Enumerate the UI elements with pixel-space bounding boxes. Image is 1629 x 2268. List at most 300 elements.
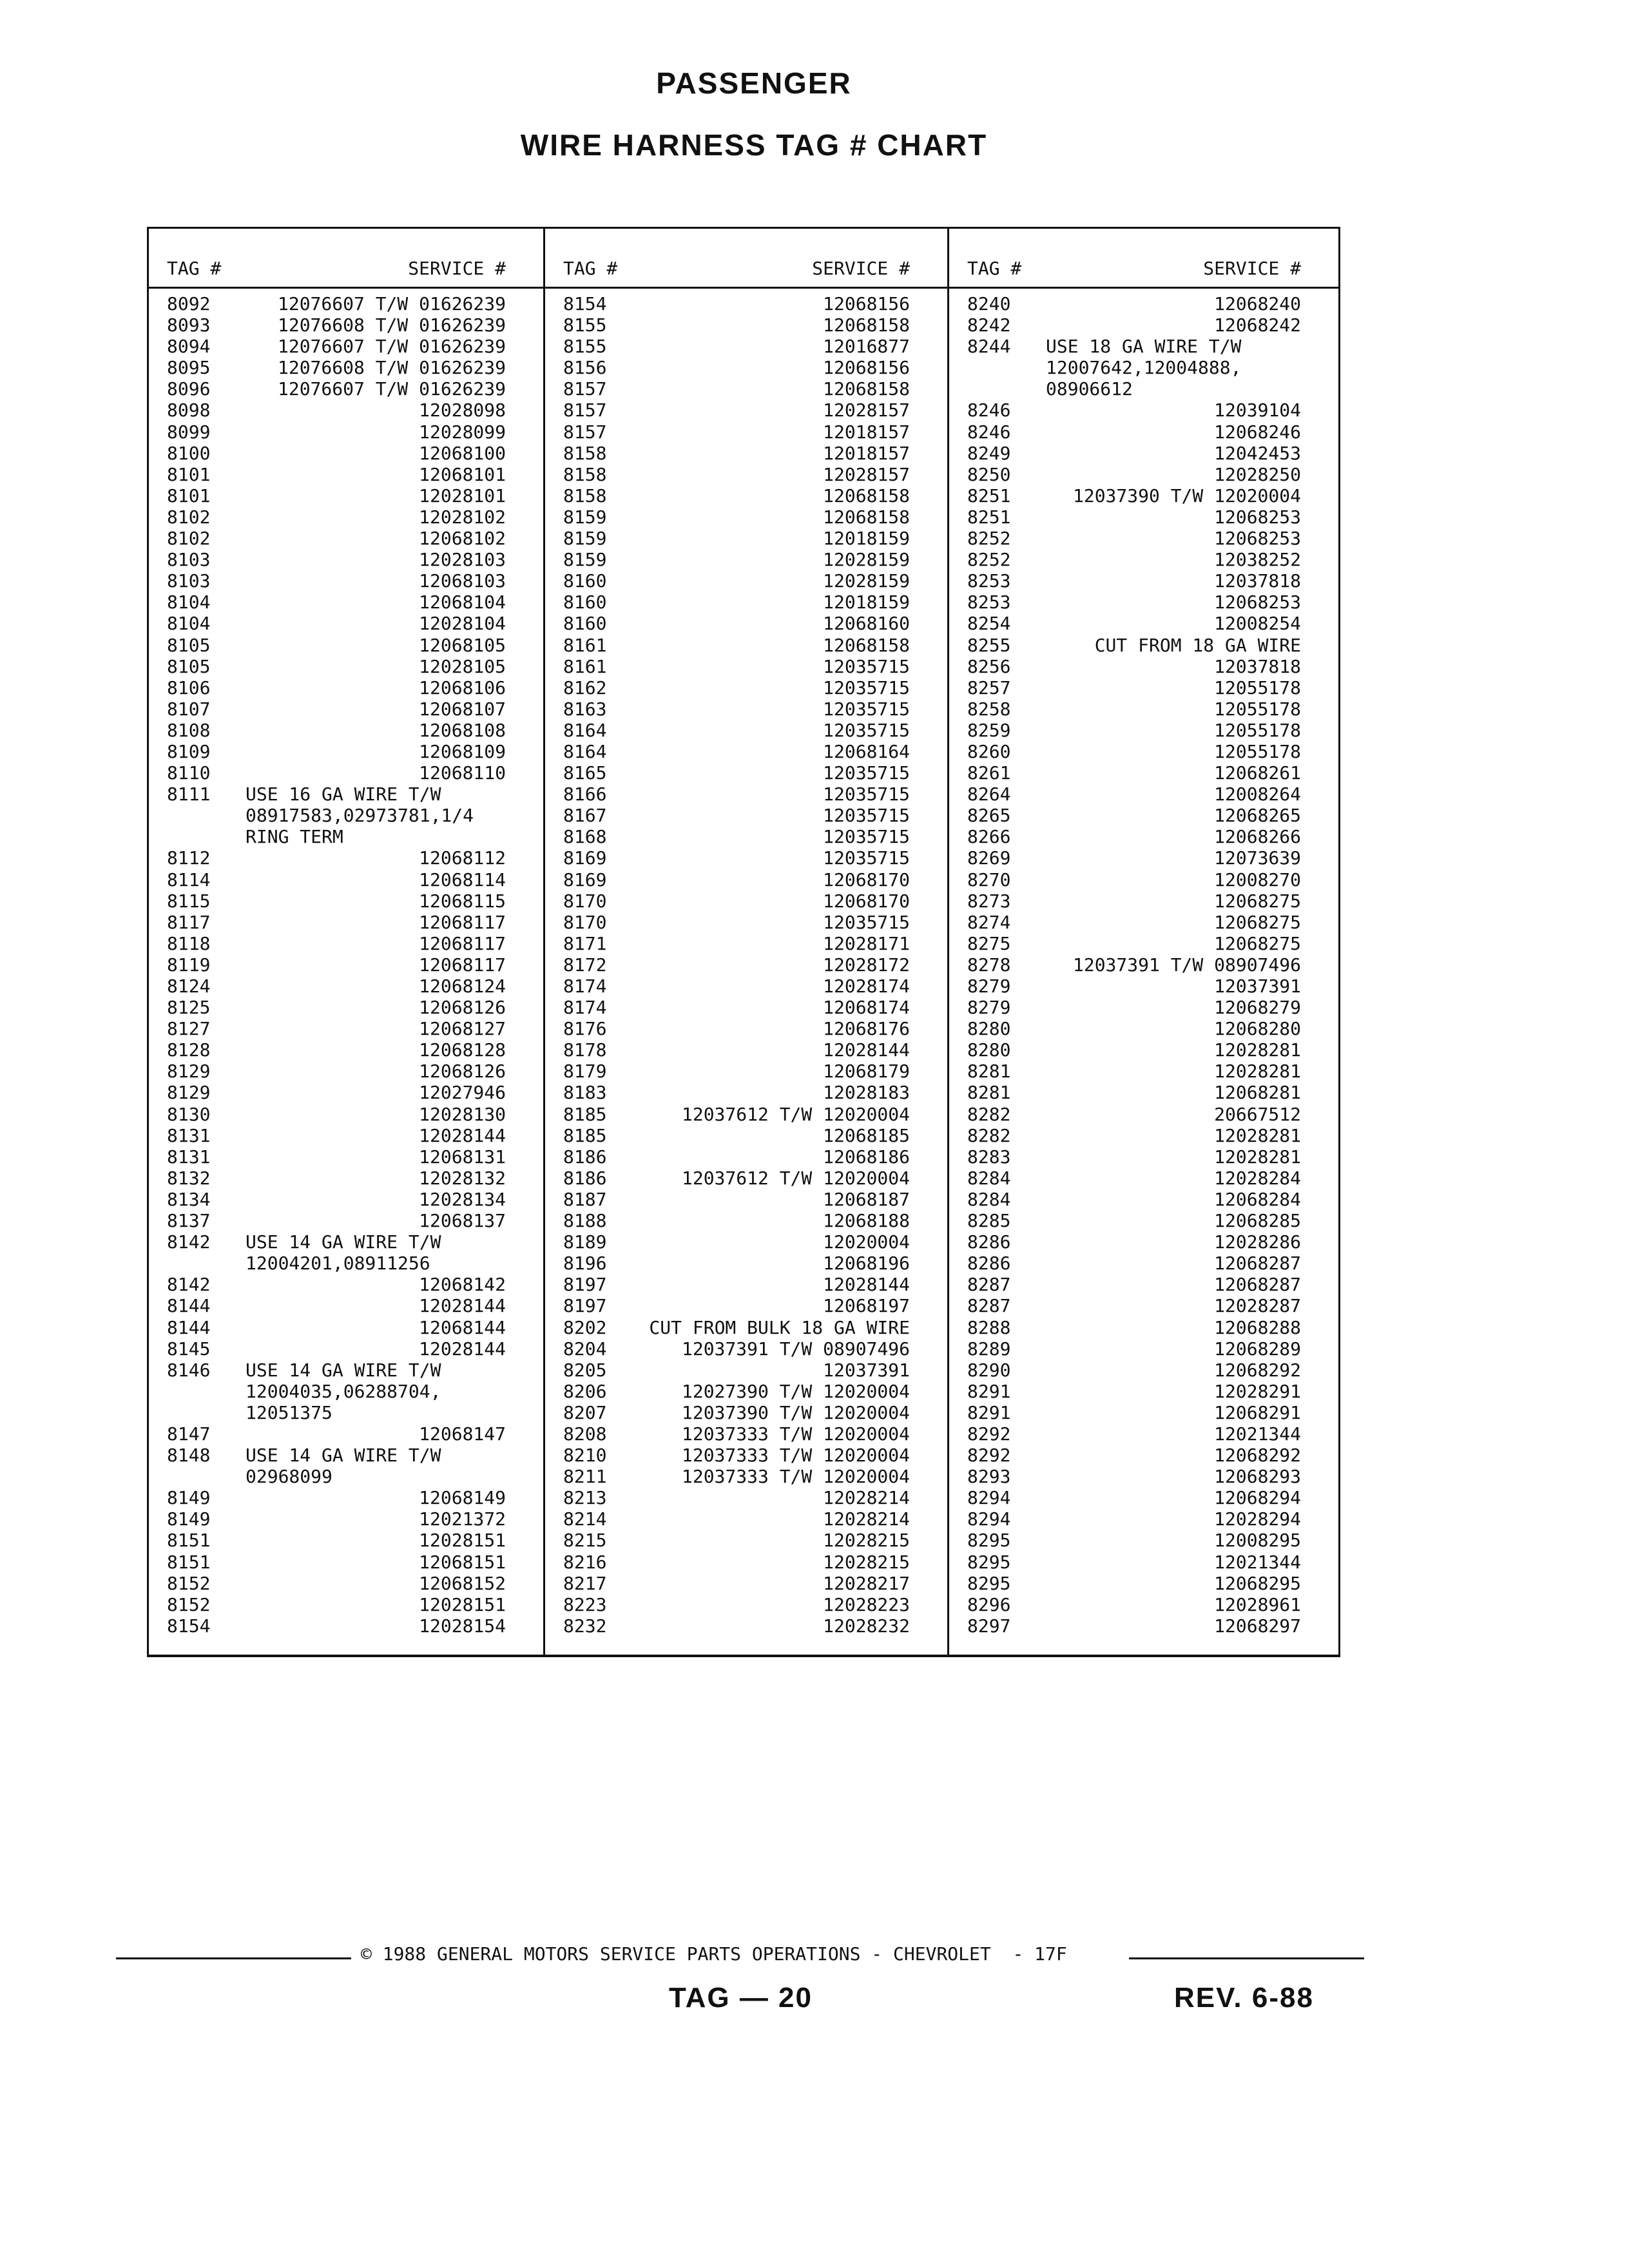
service-note: 12051375	[246, 1401, 333, 1423]
service-number: 12035715	[823, 762, 910, 784]
tag-number: 8168	[563, 826, 607, 848]
service-number: 12028215	[823, 1551, 910, 1573]
table-row	[949, 1125, 1338, 1146]
tag-number: 8178	[563, 1039, 607, 1061]
table-row	[949, 1168, 1338, 1189]
tag-number: 8102	[167, 506, 211, 528]
copyright-line: © 1988 GENERAL MOTORS SERVICE PARTS OPERATIONS - CHEVROLET - 17F	[361, 1943, 1067, 1965]
tag-number: 8254	[967, 613, 1011, 635]
service-number: 12068158	[823, 506, 910, 528]
table-row	[545, 890, 947, 912]
service-number: 12068160	[823, 613, 910, 635]
service-number: 12068253	[1214, 506, 1301, 528]
table-row	[949, 1317, 1338, 1338]
table-row	[545, 1360, 947, 1381]
tag-number: 8176	[563, 1018, 607, 1040]
service-number: 12068126	[419, 1061, 506, 1082]
tag-number: 8251	[967, 485, 1011, 506]
tag-number: 8158	[563, 442, 607, 464]
table-row	[949, 1381, 1338, 1402]
table-row	[545, 1466, 947, 1487]
service-number: 12028281	[1214, 1039, 1301, 1061]
tag-number: 8206	[563, 1380, 607, 1402]
service-number: 12068187	[823, 1188, 910, 1210]
tag-number: 8246	[967, 399, 1011, 421]
table-row	[949, 613, 1338, 634]
table-row	[949, 890, 1338, 912]
table-row	[949, 698, 1338, 720]
service-number: 12021344	[1214, 1551, 1301, 1573]
footer-rule-left	[116, 1957, 351, 1959]
tag-number: 8156	[563, 357, 607, 379]
service-number: 12068174	[823, 997, 910, 1019]
table-row	[949, 399, 1338, 421]
service-number: CUT FROM BULK 18 GA WIRE	[649, 1316, 910, 1338]
service-number: 12068176	[823, 1018, 910, 1040]
tag-number: 8185	[563, 1103, 607, 1125]
service-number: 12037818	[1214, 570, 1301, 592]
service-number: 12068149	[419, 1487, 506, 1509]
service-number: 12068100	[419, 442, 506, 464]
table-row	[149, 677, 543, 698]
service-number: 12008295	[1214, 1530, 1301, 1552]
service-number: 12055178	[1214, 740, 1301, 762]
tag-number: 8132	[167, 1167, 211, 1189]
service-header: SERVICE #	[408, 258, 506, 279]
service-number: 12035715	[823, 698, 910, 720]
tag-number: 8142	[167, 1274, 211, 1296]
table-row	[149, 336, 543, 357]
table-row	[545, 1082, 947, 1103]
tag-number: 8174	[563, 997, 607, 1019]
service-number: 12027946	[419, 1082, 506, 1104]
tag-number: 8282	[967, 1103, 1011, 1125]
tag-number: 8292	[967, 1445, 1011, 1466]
service-number: 12068124	[419, 975, 506, 997]
table-row	[949, 805, 1338, 826]
tag-number: 8284	[967, 1188, 1011, 1210]
service-number: 12018159	[823, 591, 910, 613]
service-number: 12037391	[1214, 975, 1301, 997]
tag-number: 8208	[563, 1423, 607, 1445]
tag-number: 8130	[167, 1103, 211, 1125]
service-number: 12068253	[1214, 528, 1301, 550]
table-row	[149, 741, 543, 762]
table-row	[545, 933, 947, 954]
service-note: USE 14 GA WIRE T/W	[246, 1445, 441, 1466]
table-row	[545, 357, 947, 378]
tag-number: 8269	[967, 847, 1011, 869]
tag-number: 8273	[967, 890, 1011, 912]
table-row	[949, 1082, 1338, 1103]
service-number: 12076608 T/W 01626239	[277, 314, 506, 336]
service-number: 12028250	[1214, 463, 1301, 485]
table-row	[949, 826, 1338, 847]
service-number: 12028099	[419, 421, 506, 443]
tag-number: 8174	[563, 975, 607, 997]
table-row	[149, 613, 543, 634]
table-row	[149, 1594, 543, 1615]
service-number: 12055178	[1214, 677, 1301, 698]
service-number: 12035715	[823, 911, 910, 933]
table-rows	[949, 293, 1338, 1637]
tag-number: 8281	[967, 1061, 1011, 1082]
service-number: 12068158	[823, 314, 910, 336]
tag-number: 8112	[167, 847, 211, 869]
table-row	[149, 997, 543, 1018]
tag-number: 8170	[563, 911, 607, 933]
tag-number: 8149	[167, 1487, 211, 1509]
page-title: PASSENGER	[656, 66, 852, 100]
service-number: 12073639	[1214, 847, 1301, 869]
tag-number: 8124	[167, 975, 211, 997]
table-row	[949, 528, 1338, 549]
service-number: 12068147	[419, 1423, 506, 1445]
table-row	[149, 378, 543, 399]
table-row	[149, 1508, 543, 1530]
table-row	[949, 1338, 1338, 1360]
service-number: 12068117	[419, 911, 506, 933]
table-row	[149, 1018, 543, 1039]
service-number: 12068117	[419, 954, 506, 975]
table-row	[949, 464, 1338, 485]
table-row	[149, 720, 543, 741]
service-number: 12028151	[419, 1530, 506, 1552]
table-row	[149, 1082, 543, 1103]
table-row	[949, 847, 1338, 869]
service-number: 12028144	[823, 1039, 910, 1061]
tag-number: 8280	[967, 1018, 1011, 1040]
tag-number: 8295	[967, 1551, 1011, 1573]
tag-number: 8169	[563, 847, 607, 869]
table-row	[149, 421, 543, 443]
service-number: 12028132	[419, 1167, 506, 1189]
service-number: 12076607 T/W 01626239	[277, 293, 506, 314]
table-row	[949, 1146, 1338, 1168]
tag-number: 8146	[167, 1359, 211, 1381]
table-row	[949, 485, 1338, 506]
page-tag-number: TAG — 20	[669, 1982, 813, 2013]
tag-number: 8108	[167, 719, 211, 741]
table-row	[545, 954, 947, 975]
table-row	[949, 314, 1338, 336]
tag-number: 8103	[167, 549, 211, 571]
column-header	[949, 248, 1338, 289]
service-number: 12028105	[419, 655, 506, 677]
table-row	[149, 1061, 543, 1082]
table-row	[949, 1231, 1338, 1253]
service-note: RING TERM	[246, 826, 343, 848]
service-number: 12068242	[1214, 314, 1301, 336]
table-row	[149, 912, 543, 933]
tag-number: 8160	[563, 613, 607, 635]
service-note: USE 16 GA WIRE T/W	[246, 783, 441, 805]
service-number: 12068106	[419, 677, 506, 698]
tag-number: 8297	[967, 1615, 1011, 1637]
table-row	[149, 1338, 543, 1360]
service-number: 12028157	[823, 399, 910, 421]
table-row	[545, 869, 947, 890]
service-number: CUT FROM 18 GA WIRE	[1094, 634, 1301, 656]
table-row	[149, 1487, 543, 1508]
table-row	[149, 1381, 543, 1402]
table-row	[545, 1487, 947, 1508]
service-number: 12037333 T/W 12020004	[681, 1466, 910, 1488]
tag-number: 8240	[967, 293, 1011, 314]
table-row	[949, 378, 1338, 399]
service-number: 12028144	[419, 1124, 506, 1146]
service-number: 12028281	[1214, 1124, 1301, 1146]
service-number: 12068126	[419, 997, 506, 1019]
table-row	[949, 656, 1338, 677]
tag-number: 8131	[167, 1124, 211, 1146]
service-number: 12037391 T/W 08907496	[681, 1338, 910, 1360]
service-number: 12068108	[419, 719, 506, 741]
tag-number: 8214	[563, 1508, 607, 1530]
tag-number: 8183	[563, 1082, 607, 1104]
tag-number: 8232	[563, 1615, 607, 1637]
tag-number: 8099	[167, 421, 211, 443]
table-row	[545, 1508, 947, 1530]
table-row	[545, 783, 947, 805]
service-number: 12068294	[1214, 1487, 1301, 1509]
table-row	[149, 762, 543, 783]
table-row	[545, 1423, 947, 1445]
tag-number: 8109	[167, 740, 211, 762]
tag-number: 8098	[167, 399, 211, 421]
table-column-1	[149, 229, 543, 1655]
tag-number: 8215	[563, 1530, 607, 1552]
table-row	[545, 1573, 947, 1594]
table-row	[545, 1552, 947, 1573]
tag-number: 8270	[967, 869, 1011, 890]
service-note: 12007642,12004888,	[1046, 357, 1242, 379]
table-row	[149, 1445, 543, 1466]
service-number: 12068144	[419, 1316, 506, 1338]
table-row	[949, 1061, 1338, 1082]
table-row	[149, 1189, 543, 1210]
tag-chart-table	[147, 227, 1340, 1657]
table-row	[149, 1360, 543, 1381]
tag-number: 8252	[967, 528, 1011, 550]
tag-number: 8160	[563, 570, 607, 592]
service-note: 02968099	[246, 1466, 333, 1488]
service-number: 12068131	[419, 1146, 506, 1168]
service-number: 12068102	[419, 528, 506, 550]
tag-number: 8151	[167, 1530, 211, 1552]
tag-number: 8287	[967, 1295, 1011, 1317]
tag-number: 8145	[167, 1338, 211, 1360]
tag-number: 8128	[167, 1039, 211, 1061]
tag-number: 8185	[563, 1124, 607, 1146]
service-note: 08906612	[1046, 378, 1133, 400]
table-row	[949, 549, 1338, 570]
table-row	[949, 677, 1338, 698]
service-number: 12068170	[823, 890, 910, 912]
service-number: 12068112	[419, 847, 506, 869]
service-number: 12020004	[823, 1231, 910, 1253]
tag-number: 8155	[563, 336, 607, 358]
tag-number: 8295	[967, 1530, 1011, 1552]
table-row	[149, 1317, 543, 1338]
tag-number: 8197	[563, 1274, 607, 1296]
service-number: 12068142	[419, 1274, 506, 1296]
tag-number: 8125	[167, 997, 211, 1019]
table-row	[149, 1530, 543, 1551]
table-row	[149, 464, 543, 485]
table-row	[545, 1018, 947, 1039]
service-number: 12028215	[823, 1530, 910, 1552]
tag-number: 8189	[563, 1231, 607, 1253]
table-row	[545, 805, 947, 826]
table-row	[545, 1615, 947, 1637]
service-number: 12028151	[419, 1593, 506, 1615]
service-header: SERVICE #	[812, 258, 910, 279]
table-column-3	[947, 229, 1338, 1655]
service-number: 12028174	[823, 975, 910, 997]
tag-number: 8092	[167, 293, 211, 314]
service-number: 20667512	[1214, 1103, 1301, 1125]
tag-number: 8093	[167, 314, 211, 336]
service-number: 12037391	[823, 1359, 910, 1381]
service-number: 12068292	[1214, 1359, 1301, 1381]
tag-number: 8251	[967, 506, 1011, 528]
tag-number: 8291	[967, 1401, 1011, 1423]
table-row	[949, 1487, 1338, 1508]
service-number: 12028144	[419, 1338, 506, 1360]
tag-number: 8115	[167, 890, 211, 912]
table-row	[545, 847, 947, 869]
tag-number: 8149	[167, 1508, 211, 1530]
service-number: 12037818	[1214, 655, 1301, 677]
tag-number: 8258	[967, 698, 1011, 720]
tag-number: 8213	[563, 1487, 607, 1509]
table-row	[949, 357, 1338, 378]
tag-number: 8294	[967, 1508, 1011, 1530]
service-number: 12028154	[419, 1615, 506, 1637]
service-number: 12068261	[1214, 762, 1301, 784]
table-row	[949, 1295, 1338, 1316]
table-row	[149, 890, 543, 912]
service-number: 12068152	[419, 1572, 506, 1594]
service-number: 12068280	[1214, 1018, 1301, 1040]
tag-number: 8159	[563, 528, 607, 550]
tag-number: 8290	[967, 1359, 1011, 1381]
tag-number: 8096	[167, 378, 211, 400]
service-number: 12068156	[823, 357, 910, 379]
tag-number: 8157	[563, 421, 607, 443]
tag-number: 8163	[563, 698, 607, 720]
service-number: 12076607 T/W 01626239	[277, 378, 506, 400]
tag-number: 8282	[967, 1124, 1011, 1146]
tag-number: 8105	[167, 655, 211, 677]
table-row	[949, 506, 1338, 528]
tag-number: 8259	[967, 719, 1011, 741]
service-number: 12028144	[823, 1274, 910, 1296]
tag-number: 8159	[563, 549, 607, 571]
table-row	[545, 1189, 947, 1210]
tag-number: 8242	[967, 314, 1011, 336]
tag-number: 8256	[967, 655, 1011, 677]
table-row	[545, 677, 947, 698]
service-number: 12028144	[419, 1295, 506, 1317]
tag-number: 8129	[167, 1061, 211, 1082]
table-row	[949, 997, 1338, 1018]
table-column-2	[543, 229, 947, 1655]
table-row	[949, 1594, 1338, 1615]
service-number: 12068186	[823, 1146, 910, 1168]
tag-number: 8161	[563, 655, 607, 677]
service-number: 12035715	[823, 783, 910, 805]
tag-number: 8102	[167, 528, 211, 550]
table-row	[949, 1530, 1338, 1551]
table-row	[149, 933, 543, 954]
service-number: 12068170	[823, 869, 910, 890]
tag-number: 8279	[967, 975, 1011, 997]
table-row	[545, 1381, 947, 1402]
tag-number: 8280	[967, 1039, 1011, 1061]
table-row	[149, 443, 543, 464]
service-number: 12018157	[823, 421, 910, 443]
table-row	[545, 1295, 947, 1316]
service-number: 12068127	[419, 1018, 506, 1040]
table-rows	[545, 293, 947, 1637]
table-row	[149, 1039, 543, 1061]
tag-number: 8286	[967, 1253, 1011, 1274]
table-row	[949, 421, 1338, 443]
service-number: 12076608 T/W 01626239	[277, 357, 506, 379]
table-row	[545, 1039, 947, 1061]
table-row	[545, 549, 947, 570]
tag-number: 8284	[967, 1167, 1011, 1189]
service-number: 12037390 T/W 12020004	[1072, 485, 1301, 506]
tag-number: 8110	[167, 762, 211, 784]
tag-number: 8094	[167, 336, 211, 358]
table-row	[149, 1125, 543, 1146]
table-row	[149, 1466, 543, 1487]
table-row	[949, 1104, 1338, 1125]
tag-number: 8197	[563, 1295, 607, 1317]
service-number: 12028214	[823, 1508, 910, 1530]
tag-number: 8187	[563, 1188, 607, 1210]
tag-number: 8171	[563, 932, 607, 954]
table-row	[545, 1274, 947, 1295]
service-number: 12068281	[1214, 1082, 1301, 1104]
service-number: 12028961	[1214, 1593, 1301, 1615]
tag-number: 8152	[167, 1572, 211, 1594]
table-row	[545, 656, 947, 677]
service-number: 12028281	[1214, 1146, 1301, 1168]
service-number: 12028103	[419, 549, 506, 571]
table-row	[149, 399, 543, 421]
tag-number: 8278	[967, 954, 1011, 975]
table-row	[149, 847, 543, 869]
service-number: 12037612 T/W 12020004	[681, 1167, 910, 1189]
service-number: 12028214	[823, 1487, 910, 1509]
tag-number: 8205	[563, 1359, 607, 1381]
service-number: 12068164	[823, 740, 910, 762]
service-number: 12028171	[823, 932, 910, 954]
table-row	[949, 720, 1338, 741]
table-row	[545, 293, 947, 314]
tag-number: 8134	[167, 1188, 211, 1210]
table-row	[545, 1445, 947, 1466]
tag-number: 8104	[167, 613, 211, 635]
service-number: 12068156	[823, 293, 910, 314]
tag-number: 8105	[167, 634, 211, 656]
table-row	[949, 1466, 1338, 1487]
tag-number: 8249	[967, 442, 1011, 464]
